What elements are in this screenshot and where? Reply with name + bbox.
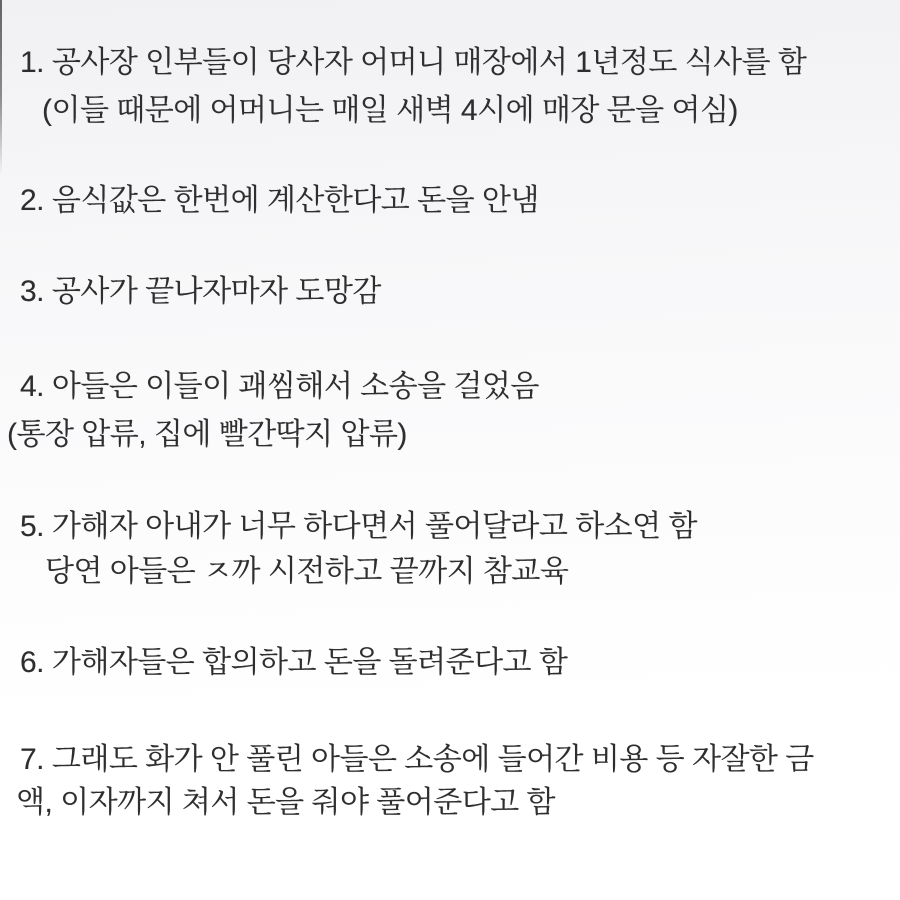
list-item-7-line-1: 7. 그래도 화가 안 풀린 아들은 소송에 들어간 비용 등 자잘한 금 <box>20 743 814 776</box>
list-item-4-line-2: (통장 압류, 집에 빨간딱지 압류) <box>7 418 407 451</box>
list-item-1-line-2: (이들 때문에 어머니는 매일 새벽 4시에 매장 문을 여심) <box>42 94 738 127</box>
list-item-1-line-1: 1. 공사장 인부들이 당사자 어머니 매장에서 1년정도 식사를 함 <box>20 46 807 79</box>
list-item-5-line-2: 당연 아들은 ㅈ까 시전하고 끝까지 참교육 <box>45 555 569 588</box>
list-item-7-line-2: 액, 이자까지 쳐서 돈을 줘야 풀어준다고 함 <box>16 786 556 819</box>
list-item-2-line-1: 2. 음식값은 한번에 계산한다고 돈을 안냄 <box>20 184 539 217</box>
list-item-4-line-1: 4. 아들은 이들이 괘씸해서 소송을 걸었음 <box>20 370 539 403</box>
left-edge-artifact <box>0 0 2 175</box>
list-item-6-line-1: 6. 가해자들은 합의하고 돈을 돌려준다고 함 <box>20 646 568 679</box>
list-item-3-line-1: 3. 공사가 끝나자마자 도망감 <box>20 275 381 308</box>
list-item-5-line-1: 5. 가해자 아내가 너무 하다면서 풀어달라고 하소연 함 <box>20 510 697 543</box>
